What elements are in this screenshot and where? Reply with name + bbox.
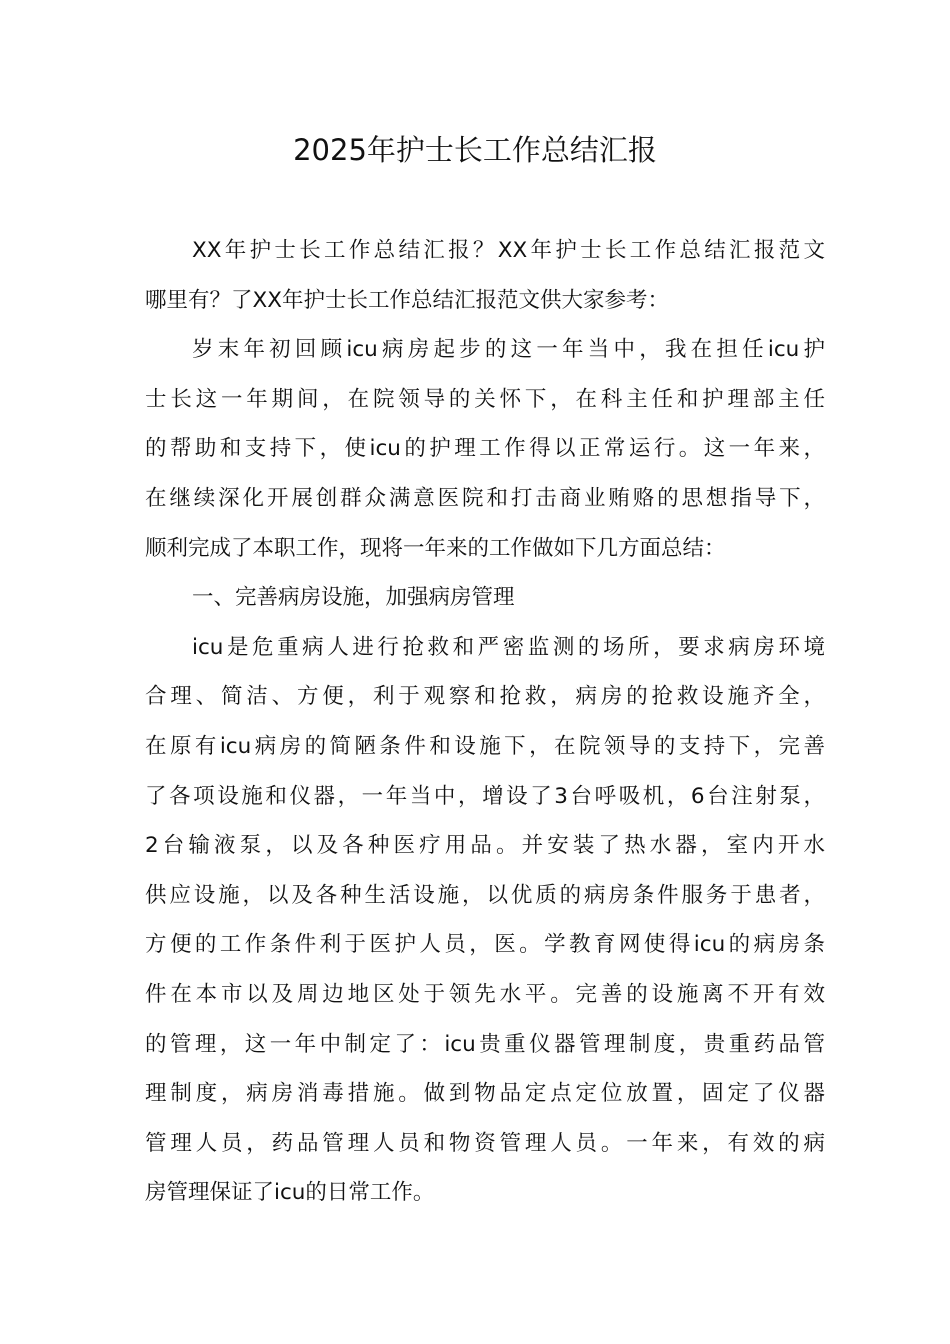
paragraph-line: 2台输液泵，以及各种医疗用品。并安装了热水器，室内开水 — [145, 833, 825, 859]
paragraph-line: 在继续深化开展创群众满意医院和打击商业贿赂的思想指导下， — [145, 485, 825, 511]
paragraph-line: 岁末年初回顾icu病房起步的这一年当中，我在担任icu护 — [192, 337, 825, 363]
paragraph-line: 方便的工作条件利于医护人员，医。学教育网使得icu的病房条 — [145, 932, 825, 958]
paragraph-line: icu是危重病人进行抢救和严密监测的场所，要求病房环境 — [192, 634, 825, 660]
document-title: 2025年护士长工作总结汇报 — [293, 133, 657, 167]
paragraph-line: 房管理保证了icu的日常工作。 — [145, 1180, 435, 1206]
document-body — [145, 226, 825, 1218]
paragraph-line: 在原有icu病房的简陋条件和设施下，在院领导的支持下，完善 — [145, 733, 825, 759]
paragraph-line: 理制度，病房消毒措施。做到物品定点定位放置，固定了仪器 — [145, 1081, 825, 1107]
section-heading: 一、完善病房设施，加强病房管理 — [192, 585, 515, 611]
paragraph-line: 了各项设施和仪器，一年当中，增设了3台呼吸机，6台注射泵， — [145, 783, 825, 809]
paragraph-line: 管理人员，药品管理人员和物资管理人员。一年来，有效的病 — [145, 1130, 825, 1156]
paragraph-line: 哪里有？了XX年护士长工作总结汇报范文供大家参考： — [145, 287, 669, 313]
paragraph-line: 供应设施，以及各种生活设施，以优质的病房条件服务于患者， — [145, 882, 825, 908]
paragraph-line: XX年护士长工作总结汇报？XX年护士长工作总结汇报范文 — [192, 238, 825, 263]
paragraph-line: 件在本市以及周边地区处于领先水平。完善的设施离不开有效 — [145, 981, 825, 1007]
paragraph-line: 合理、简洁、方便，利于观察和抢救，病房的抢救设施齐全， — [145, 684, 825, 710]
paragraph-line: 顺利完成了本职工作，现将一年来的工作做如下几方面总结： — [145, 535, 726, 561]
paragraph-line: 的管理，这一年中制定了：icu贵重仪器管理制度，贵重药品管 — [145, 1031, 825, 1057]
paragraph-line: 的帮助和支持下，使icu的护理工作得以正常运行。这一年来， — [145, 436, 825, 462]
paragraph-line: 士长这一年期间，在院领导的关怀下，在科主任和护理部主任 — [145, 386, 825, 412]
